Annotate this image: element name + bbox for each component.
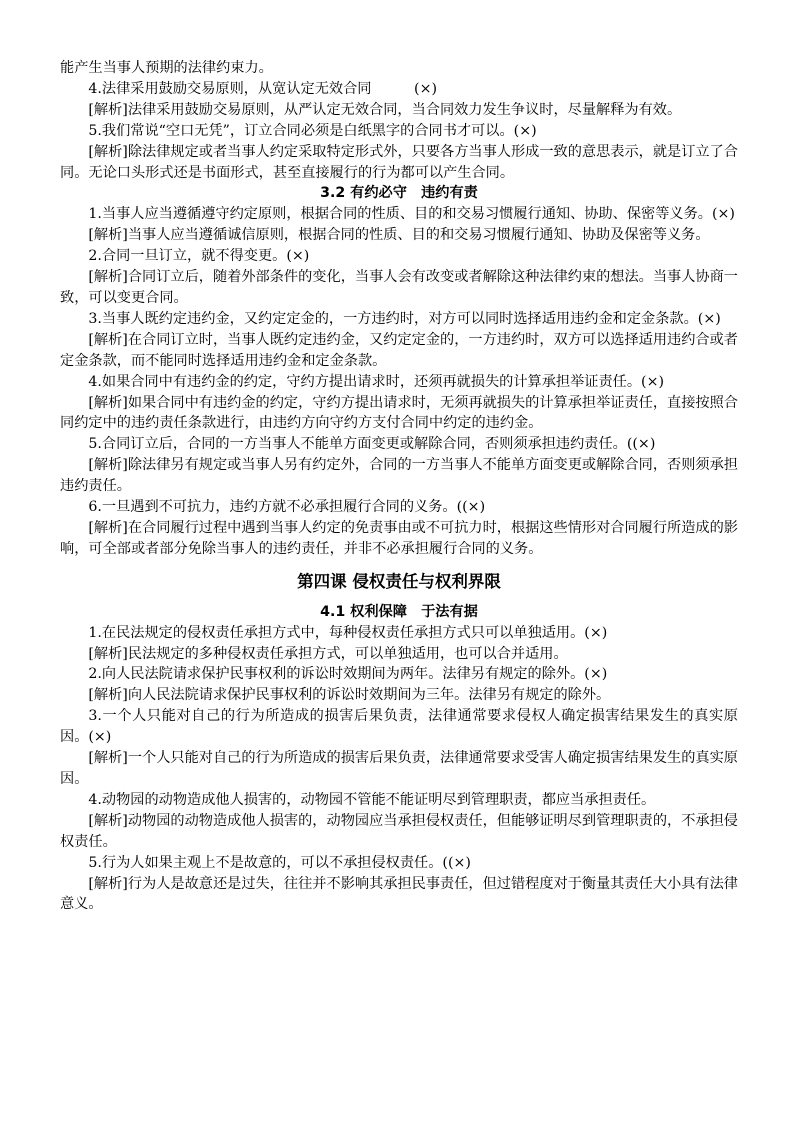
analysis-paragraph: [解析]当事人应当遵循诚信原则，根据合同的性质、目的和交易习惯履行通知、协助及保密等义务。	[88, 227, 710, 244]
question-paragraph: 5.合同订立后，合同的一方当事人不能单方面变更或解除合同，否则须承担违约责任。((×)	[88, 436, 656, 453]
document-body	[60, 58, 738, 915]
analysis-paragraph: [解析]如果合同中有违约金的约定，守约方提出请求时，无须再就损失的计算承担举证责任，直接按照合同约定中的违约责任条款进行，由违约方向守约方支付合同中约定的违约金。	[60, 394, 738, 432]
section-title: 3.2 有约必守 违约有责	[320, 185, 478, 202]
question-paragraph: 4.动物园的动物造成他人损害的，动物园不管能不能证明尽到管理职责，都应当承担责任。	[88, 791, 656, 808]
analysis-paragraph: [解析]一个人只能对自己的行为所造成的损害后果负责，法律通常要求受害人确定损害结果发生的真实原因。	[60, 750, 738, 787]
analysis-paragraph: [解析]除法律规定或者当事人约定采取特定形式外，只要各方当事人形成一致的意思表示，就是订立了合同。无论口头形式还是书面形式，甚至直接履行的行为都可以产生合同。	[60, 143, 738, 181]
lesson-title: 第四课 侵权责任与权利界限	[297, 571, 501, 591]
analysis-paragraph: [解析]动物园的动物造成他人损害的，动物园应当承担侵权责任，但能够证明尽到管理职责的，不承担侵权责任。	[60, 812, 738, 850]
question-paragraph: 2.向人民法院请求保护民事权利的诉讼时效期间为两年。法律另有规定的除外。(×)	[88, 666, 608, 683]
question-paragraph: 1.当事人应当遵循遵守约定原则，根据合同的性质、目的和交易习惯履行通知、协助、保密等义务。(×)	[88, 206, 735, 223]
question-paragraph: 6.一旦遇到不可抗力，违约方就不必承担履行合同的义务。((×)	[88, 499, 486, 516]
analysis-paragraph: [解析]向人民法院请求保护民事权利的诉讼时效期间为三年。法律另有规定的除外。	[88, 687, 611, 704]
question-paragraph: 1.在民法规定的侵权责任承担方式中，每种侵权责任承担方式只可以单独适用。(×)	[88, 624, 608, 641]
question-paragraph: 4.法律采用鼓励交易原则，从宽认定无效合同 (×)	[88, 80, 438, 97]
question-paragraph: 4.如果合同中有违约金的约定，守约方提出请求时，还须再就损失的计算承担举证责任。(×)	[88, 373, 665, 390]
analysis-paragraph: [解析]法律采用鼓励交易原则，从严认定无效合同，当合同效力发生争议时，尽量解释为有效。	[88, 101, 682, 118]
continued-paragraph: 能产生当事人预期的法律约束力。	[60, 60, 273, 76]
question-paragraph: 3.当事人既约定违约金，又约定定金的，一方违约时，对方可以同时选择适用违约金和定金条款。(×)	[88, 310, 721, 327]
question-paragraph: 5.我们常说“空口无凭”，订立合同必须是白纸黑字的合同书才可以。(×)	[88, 122, 537, 139]
analysis-paragraph: [解析]在合同履行过程中遇到当事人约定的免责事由或不可抗力时，根据这些情形对合同履行所造成的影响，可全部或者部分免除当事人的违约责任，并非不必承担履行合同的义务。	[60, 519, 738, 557]
analysis-paragraph: [解析]除法律另有规定或当事人另有约定外，合同的一方当事人不能单方面变更或解除合同，否则须承担违约责任。	[60, 457, 738, 495]
section-title: 4.1 权利保障 于法有据	[320, 603, 478, 620]
analysis-paragraph: [解析]合同订立后，随着外部条件的变化，当事人会有改变或者解除这种法律约束的想法。当事人协商一致，可以变更合同。	[60, 269, 738, 306]
question-paragraph: 5.行为人如果主观上不是故意的，可以不承担侵权责任。((×)	[88, 854, 471, 871]
analysis-paragraph: [解析]民法规定的多种侵权责任承担方式，可以单独适用，也可以合并适用。	[88, 645, 568, 662]
question-paragraph: 3.一个人只能对自己的行为所造成的损害后果负责，法律通常要求侵权人确定损害结果发生的真实原因。(×)	[60, 708, 738, 746]
question-paragraph: 2.合同一旦订立，就不得变更。(×)	[88, 248, 310, 265]
analysis-paragraph: [解析]行为人是故意还是过失，往往并不影响其承担民事责任，但过错程度对于衡量其责任大小具有法律意义。	[60, 875, 738, 913]
analysis-paragraph: [解析]在合同订立时，当事人既约定违约金，又约定定金的，一方违约时，双方可以选择适用违约合或者定金条款，而不能同时选择适用违约金和定金条款。	[60, 331, 738, 369]
